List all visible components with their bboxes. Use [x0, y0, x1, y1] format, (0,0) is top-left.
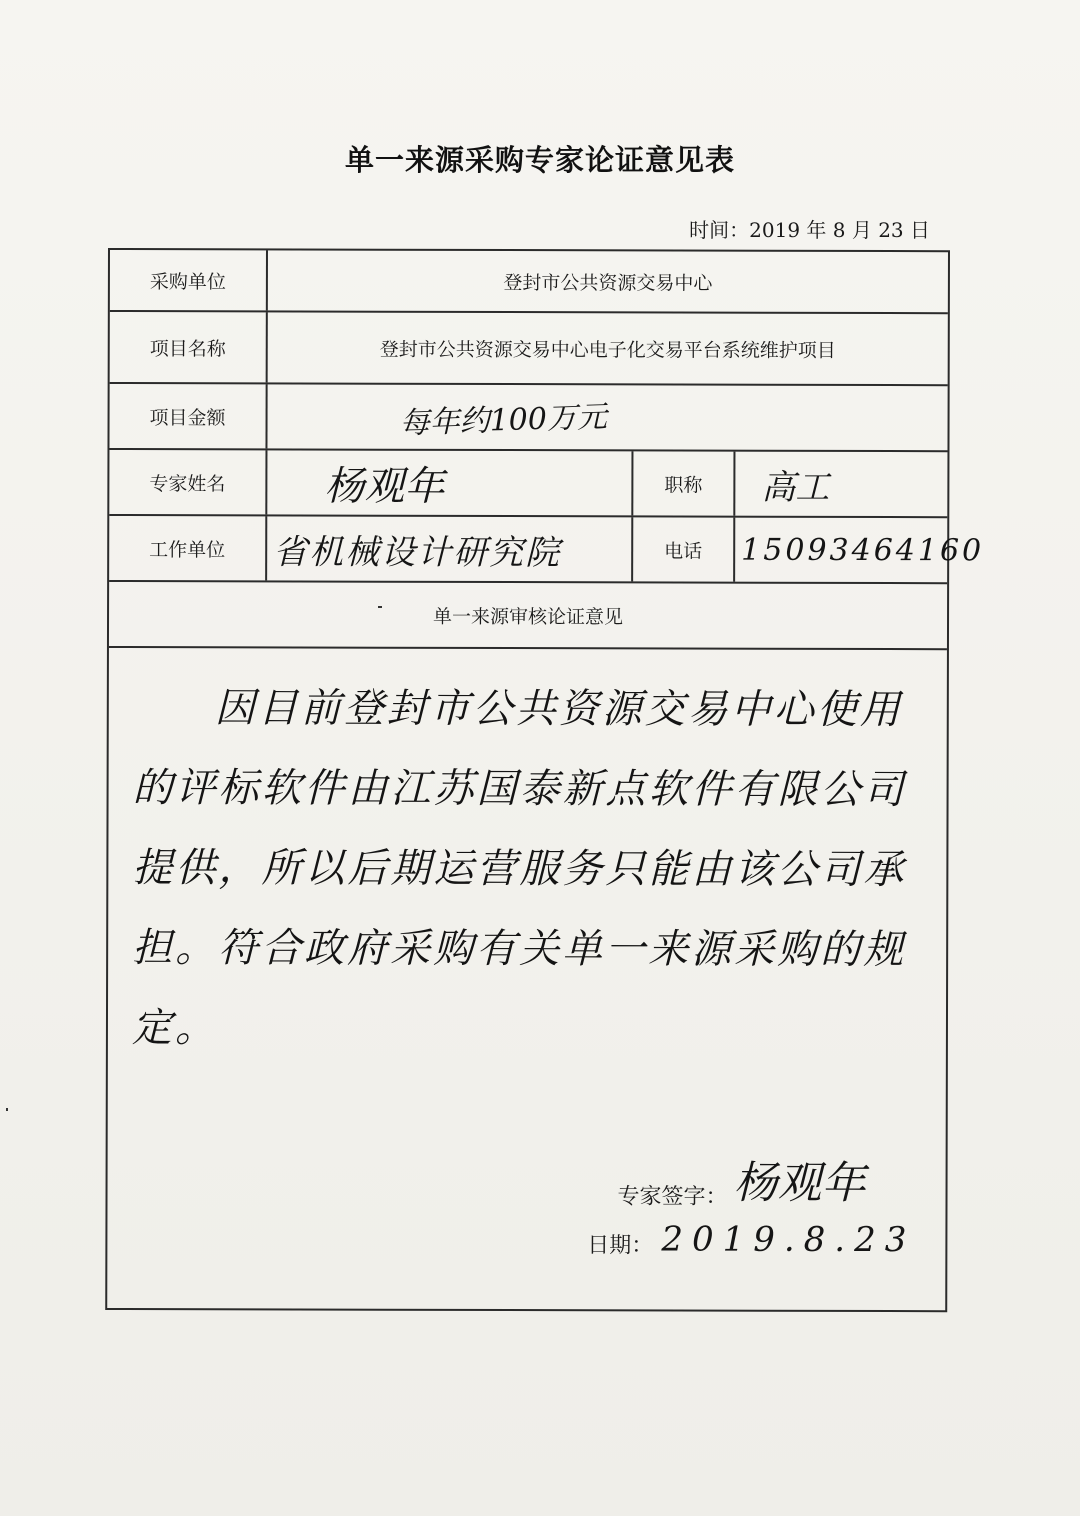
section-heading: 单一来源审核论证意见 [432, 605, 624, 628]
page-title: 单一来源采购专家论证意见表 [344, 143, 735, 177]
row-project-name [110, 312, 948, 386]
signature-label: 专家签字： [617, 1184, 728, 1210]
row-project-amount [109, 384, 947, 452]
signature-value: 杨观年 [733, 1157, 866, 1209]
project-name-value: 登封市公共资源交易中心电子化交易平台系统维护项目 [379, 338, 836, 362]
project-amount-label: 项目金额 [109, 384, 267, 448]
phone-value: 15093464160 [741, 532, 985, 568]
purchaser-value: 登封市公共资源交易中心 [503, 271, 713, 295]
opinion-text: 因目前登封市公共资源交易中心使用的评标软件由江苏国泰新点软件有限公司提供，所以后期运营服务只能由该公司承担。符合政府采购有关单一来源采购的规定。 [131, 685, 907, 1052]
row-section-heading [109, 582, 947, 650]
sign-date-label: 日期： [587, 1233, 654, 1259]
purchaser-label: 采购单位 [110, 250, 268, 310]
title-rank-label: 职称 [631, 451, 735, 515]
work-unit-value: 省机械设计研究院 [273, 531, 562, 573]
expert-name-label: 专家姓名 [109, 450, 267, 514]
ink-speck [6, 1108, 8, 1111]
signature-line [617, 1146, 865, 1211]
project-amount-value: 每年约100万元 [399, 399, 608, 442]
expert-name-value: 杨观年 [324, 463, 445, 510]
title-rank-value: 高工 [761, 467, 830, 508]
phone-label: 电话 [631, 517, 735, 581]
row-work-unit [109, 516, 985, 584]
row-purchaser [110, 250, 948, 314]
row-expert-name [109, 450, 947, 518]
sign-date-value: 2019.8.23 [661, 1219, 916, 1261]
work-unit-label: 工作单位 [109, 516, 267, 580]
sign-date-line [587, 1219, 915, 1260]
review-form [105, 248, 985, 1312]
project-name-label: 项目名称 [110, 312, 268, 382]
ink-speck [378, 606, 382, 608]
form-date: 时间：2019 年 8 月 23 日 [689, 218, 930, 242]
